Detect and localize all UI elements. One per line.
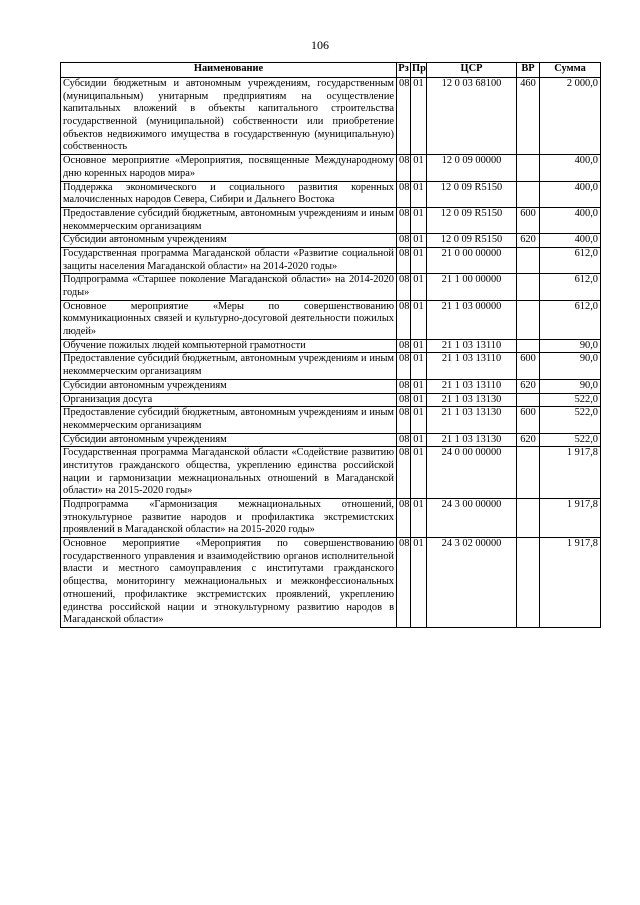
row-name-cell: Основное мероприятие «Мероприятия по совершенствованию государственного управления и взаимодействию органов исполнительной власти и местного самоуправления с институтами гражданского общества, мониторингу межнациональных и межконфессиональных отношений, профилактике экстремистских проявлений, укреплению единства российской нации и этнокультурному развитию народов в Магаданской области» — [61, 538, 397, 628]
table-row — [61, 433, 601, 447]
row-pr-cell: 01 — [411, 181, 427, 207]
row-vr-cell — [517, 247, 540, 273]
row-vr-cell — [517, 274, 540, 300]
page-number: 106 — [311, 38, 329, 52]
row-name-cell: Государственная программа Магаданской области «Развитие социальной защиты населения Магаданской области» на 2014-2020 годы» — [61, 247, 397, 273]
row-name-cell: Подпрограмма «Старшее поколение Магаданской области» на 2014-2020 годы» — [61, 274, 397, 300]
table-row — [61, 447, 601, 499]
row-csr-cell: 24 3 00 00000 — [427, 499, 517, 538]
row-rz-cell: 08 — [397, 274, 411, 300]
row-csr-cell: 24 0 00 00000 — [427, 447, 517, 499]
column-header-csr: ЦСР — [427, 63, 517, 78]
row-name-cell: Предоставление субсидий бюджетным, автономным учреждениям и иным некоммерческим организациям — [61, 353, 397, 379]
row-sum-cell: 1 917,8 — [540, 447, 601, 499]
row-pr-cell: 01 — [411, 499, 427, 538]
row-pr-cell: 01 — [411, 207, 427, 233]
row-pr-cell: 01 — [411, 300, 427, 339]
row-csr-cell: 24 3 02 00000 — [427, 538, 517, 628]
row-vr-cell: 620 — [517, 234, 540, 248]
table-row — [61, 379, 601, 393]
row-csr-cell: 21 1 03 13110 — [427, 379, 517, 393]
row-csr-cell: 21 1 00 00000 — [427, 274, 517, 300]
row-pr-cell: 01 — [411, 379, 427, 393]
row-rz-cell: 08 — [397, 433, 411, 447]
row-name-cell: Поддержка экономического и социального развития коренных малочисленных народов Севера, Сибири и Дальнего Востока — [61, 181, 397, 207]
row-sum-cell: 612,0 — [540, 247, 601, 273]
row-vr-cell — [517, 181, 540, 207]
row-vr-cell: 620 — [517, 379, 540, 393]
table-header-row — [61, 63, 601, 78]
row-sum-cell: 2 000,0 — [540, 78, 601, 155]
column-header-rz: Рз — [397, 63, 411, 78]
row-rz-cell: 08 — [397, 78, 411, 155]
row-sum-cell: 400,0 — [540, 181, 601, 207]
row-vr-cell — [517, 155, 540, 181]
row-csr-cell: 21 1 03 13130 — [427, 433, 517, 447]
row-pr-cell: 01 — [411, 247, 427, 273]
row-rz-cell: 08 — [397, 234, 411, 248]
row-rz-cell: 08 — [397, 155, 411, 181]
row-csr-cell: 21 1 03 00000 — [427, 300, 517, 339]
row-sum-cell: 1 917,8 — [540, 499, 601, 538]
row-name-cell: Субсидии автономным учреждениям — [61, 234, 397, 248]
row-rz-cell: 08 — [397, 447, 411, 499]
row-pr-cell: 01 — [411, 234, 427, 248]
row-pr-cell: 01 — [411, 78, 427, 155]
row-pr-cell: 01 — [411, 407, 427, 433]
row-vr-cell — [517, 447, 540, 499]
row-name-cell: Подпрограмма «Гармонизация межнациональных отношений, этнокультурное развитие народов и профилактика экстремистских проявлений в Магаданской области» на 2015-2020 годы» — [61, 499, 397, 538]
row-csr-cell: 12 0 09 00000 — [427, 155, 517, 181]
row-name-cell: Предоставление субсидий бюджетным, автономным учреждениям и иным некоммерческим организациям — [61, 207, 397, 233]
row-rz-cell: 08 — [397, 538, 411, 628]
table-row — [61, 499, 601, 538]
row-vr-cell — [517, 300, 540, 339]
row-pr-cell: 01 — [411, 339, 427, 353]
row-vr-cell: 600 — [517, 207, 540, 233]
row-sum-cell: 522,0 — [540, 433, 601, 447]
row-name-cell: Основное мероприятие «Мероприятия, посвященные Международному дню коренных народов мира» — [61, 155, 397, 181]
row-vr-cell: 460 — [517, 78, 540, 155]
row-sum-cell: 90,0 — [540, 379, 601, 393]
row-rz-cell: 08 — [397, 300, 411, 339]
row-rz-cell: 08 — [397, 353, 411, 379]
row-csr-cell: 12 0 09 R5150 — [427, 207, 517, 233]
row-sum-cell: 90,0 — [540, 353, 601, 379]
row-csr-cell: 21 1 03 13110 — [427, 353, 517, 379]
table-row — [61, 300, 601, 339]
row-name-cell: Предоставление субсидий бюджетным, автономным учреждениям и иным некоммерческим организациям — [61, 407, 397, 433]
row-vr-cell — [517, 393, 540, 407]
row-name-cell: Субсидии автономным учреждениям — [61, 379, 397, 393]
row-sum-cell: 522,0 — [540, 393, 601, 407]
row-rz-cell: 08 — [397, 339, 411, 353]
table-row — [61, 247, 601, 273]
row-pr-cell: 01 — [411, 155, 427, 181]
row-name-cell: Основное мероприятие «Меры по совершенствованию коммуникационных связей и культурно-досуговой деятельности пожилых людей» — [61, 300, 397, 339]
row-rz-cell: 08 — [397, 379, 411, 393]
row-sum-cell: 1 917,8 — [540, 538, 601, 628]
column-header-vr: ВР — [517, 63, 540, 78]
row-rz-cell: 08 — [397, 247, 411, 273]
row-sum-cell: 400,0 — [540, 234, 601, 248]
row-pr-cell: 01 — [411, 393, 427, 407]
row-pr-cell: 01 — [411, 274, 427, 300]
row-pr-cell: 01 — [411, 353, 427, 379]
row-csr-cell: 21 0 00 00000 — [427, 247, 517, 273]
table-row — [61, 353, 601, 379]
column-header-pr: Пр — [411, 63, 427, 78]
budget-table — [60, 62, 601, 628]
row-rz-cell: 08 — [397, 181, 411, 207]
row-vr-cell: 600 — [517, 407, 540, 433]
row-pr-cell: 01 — [411, 433, 427, 447]
row-name-cell: Государственная программа Магаданской области «Содействие развитию институтов гражданского общества, укреплению единства российской нации и гармонизации межнациональных отношений в Магаданской области» на 2015-2020 годы» — [61, 447, 397, 499]
table-row — [61, 155, 601, 181]
row-csr-cell: 21 1 03 13110 — [427, 339, 517, 353]
row-csr-cell: 12 0 09 R5150 — [427, 181, 517, 207]
row-pr-cell: 01 — [411, 538, 427, 628]
row-csr-cell: 21 1 03 13130 — [427, 407, 517, 433]
row-vr-cell — [517, 499, 540, 538]
table-row — [61, 538, 601, 628]
row-sum-cell: 612,0 — [540, 300, 601, 339]
table-row — [61, 274, 601, 300]
row-sum-cell: 400,0 — [540, 207, 601, 233]
row-sum-cell: 90,0 — [540, 339, 601, 353]
row-vr-cell — [517, 538, 540, 628]
table-row — [61, 207, 601, 233]
row-sum-cell: 522,0 — [540, 407, 601, 433]
row-csr-cell: 12 0 09 R5150 — [427, 234, 517, 248]
column-header-name: Наименование — [61, 63, 397, 78]
row-pr-cell: 01 — [411, 447, 427, 499]
table-row — [61, 407, 601, 433]
row-name-cell: Субсидии автономным учреждениям — [61, 433, 397, 447]
table-row — [61, 78, 601, 155]
row-vr-cell: 600 — [517, 353, 540, 379]
table-row — [61, 181, 601, 207]
row-csr-cell: 12 0 03 68100 — [427, 78, 517, 155]
row-rz-cell: 08 — [397, 393, 411, 407]
row-sum-cell: 612,0 — [540, 274, 601, 300]
row-rz-cell: 08 — [397, 499, 411, 538]
row-rz-cell: 08 — [397, 407, 411, 433]
row-name-cell: Субсидии бюджетным и автономным учреждениям, государственным (муниципальным) унитарным предприятиям на осуществление капитальных вложений в объекты капитального строительства государственной (муниципальной) собственности или приобретение объектов недвижимого имущества в государственную (муниципальную) собственность — [61, 78, 397, 155]
row-name-cell: Организация досуга — [61, 393, 397, 407]
row-name-cell: Обучение пожилых людей компьютерной грамотности — [61, 339, 397, 353]
row-vr-cell — [517, 339, 540, 353]
row-rz-cell: 08 — [397, 207, 411, 233]
row-vr-cell: 620 — [517, 433, 540, 447]
row-sum-cell: 400,0 — [540, 155, 601, 181]
table-row — [61, 234, 601, 248]
table-row — [61, 393, 601, 407]
column-header-sum: Сумма — [540, 63, 601, 78]
row-csr-cell: 21 1 03 13130 — [427, 393, 517, 407]
table-body — [61, 78, 601, 628]
table-row — [61, 339, 601, 353]
